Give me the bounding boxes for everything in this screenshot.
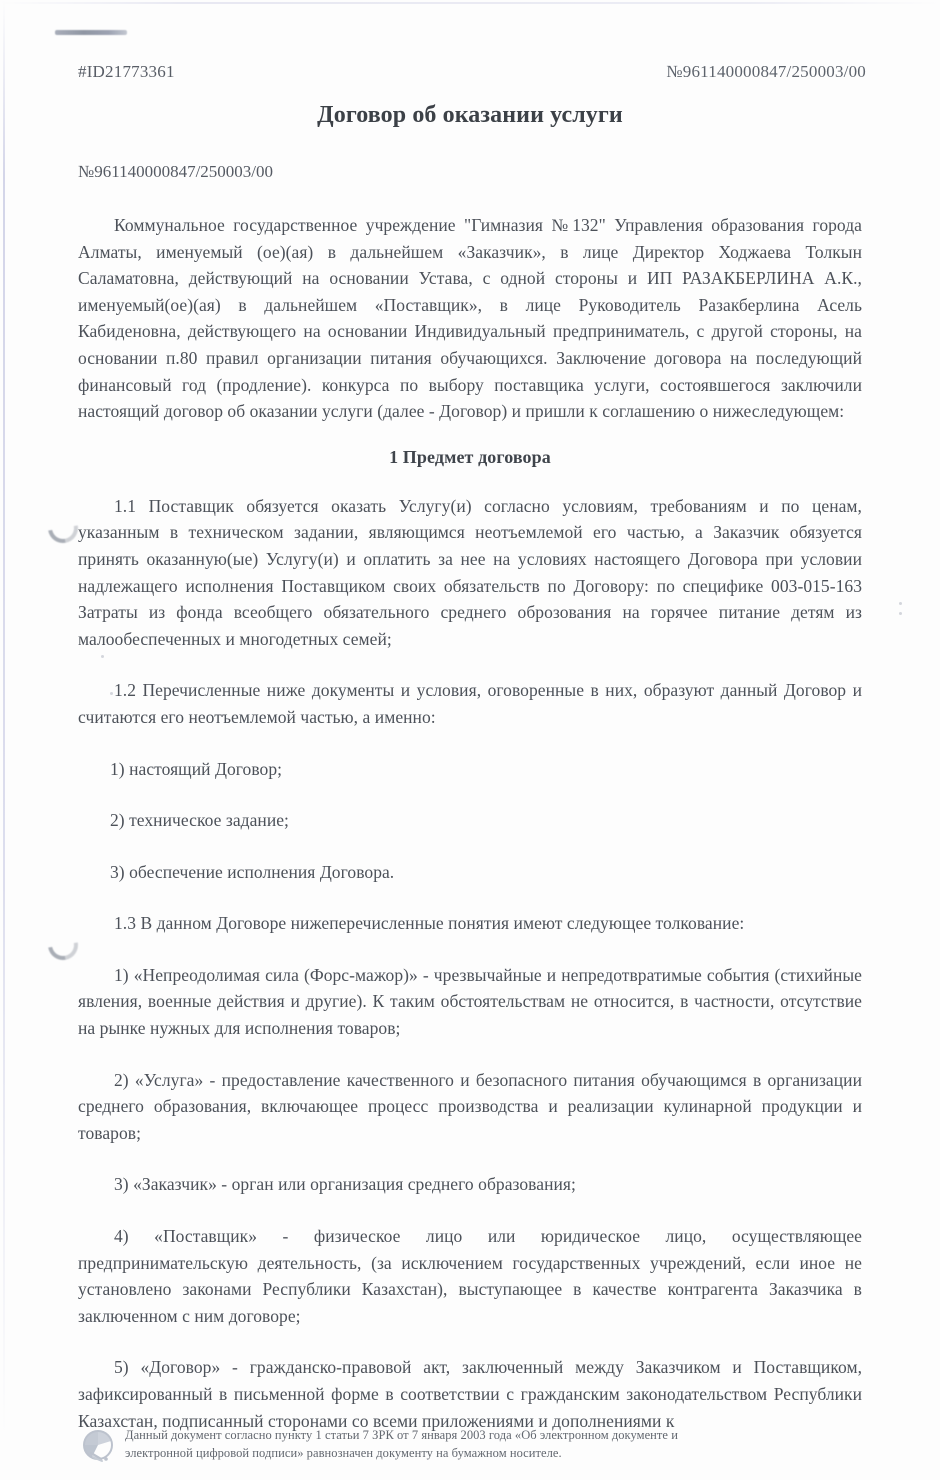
definition-item: 4) «Поставщик» - физическое лицо или юридическое лицо, осуществляющее предпринимательскую деятельность, (за исключением государственных учреждений, если иное не установлено законами Республики Казахстан), выступающее в качестве контрагента Заказчика в заключенном с ним договоре; bbox=[78, 1226, 862, 1326]
list-item: 3) обеспечение исполнения Договора. bbox=[110, 861, 395, 882]
footer-line-1: Данный документ согласно пункту 1 статьи 7 ЗРК от 7 января 2003 года «Об электронном документе и bbox=[125, 1428, 678, 1442]
digital-signature-seal-icon bbox=[78, 1426, 118, 1466]
clause-1-1: 1.1 Поставщик обязуется оказать Услугу(и) согласно условиям, требованиям и по ценам, указанным в техническом задании, являющимся неотъемлемой его частью, а Заказчик обязуется принять оказанную(ые) Услугу(и) и оплатить за нее на условиях настоящего Договора при условии надлежащего исполнения Поставщиком своих обязательств по Договору: по специфике 003-015-163 Затраты из фонда всеобщего обязательного среднего оброзования на горячее питание детям из малообеспеченных и многодетных семей; bbox=[78, 495, 862, 649]
scan-speck bbox=[899, 612, 902, 615]
document-id-label: #ID21773361 bbox=[78, 62, 175, 81]
contract-number: №961140000847/250003/00 bbox=[78, 162, 274, 181]
section-heading-1: 1 Предмет договора bbox=[389, 446, 551, 467]
page-title: Договор об оказании услуги bbox=[317, 102, 623, 128]
document-content bbox=[78, 0, 866, 1434]
list-item: 1) настоящий Договор; bbox=[110, 758, 283, 779]
document-header bbox=[78, 0, 866, 82]
definition-item: 5) «Договор» - гражданско-правовой акт, заключенный между Заказчиком и Поставщиком, зафиксированный в письменной форме в соответствии с гражданским законодательством Республики Казахстан, подписанный сторонами со всеми приложениями и дополнениями к bbox=[78, 1357, 862, 1431]
clause-1-3: 1.3 В данном Договоре нижеперечисленные понятия имеют следующее толкование: bbox=[114, 913, 745, 934]
scan-speck bbox=[899, 602, 902, 605]
definition-item: 2) «Услуга» - предоставление качественного и безопасного питания обучающимся в организации среднего образования, включающее процесс производства и реализации кулинарной продукции и товаров; bbox=[78, 1069, 862, 1143]
footer-line-2: электронной цифровой подписи» равнозначен документу на бумажном носителе. bbox=[125, 1446, 562, 1461]
definition-item: 1) «Непреодолимая сила (Форс-мажор)» - чрезвычайные и непредотвратимые события (стихийные явления, военные действия и другие). К таким обстоятельствам не относится, в частности, отсутствие на рынке нужных для исполнения товаров; bbox=[78, 964, 862, 1039]
clause-1-2: 1.2 Перечисленные ниже документы и условия, оговоренные в них, образуют данный Договор и считаются его неотъемлемой частью, а именно: bbox=[78, 680, 862, 727]
document-number-header: №961140000847/250003/00 bbox=[666, 62, 866, 81]
footer-disclaimer bbox=[78, 1424, 878, 1466]
footer-text bbox=[125, 1424, 678, 1462]
definition-item: 3) «Заказчик» - орган или организация среднего образования; bbox=[114, 1174, 576, 1195]
page-left-edge bbox=[3, 0, 5, 1480]
preamble-paragraph: Коммунальное государственное учреждение "Гимназия №132" Управления образования города Алматы, именуемый (ое)(ая) в дальнейшем «Заказчик», в лице Директор Ходжаева Толкын Саламатовна, действующий на основании Устава, с одной стороны и ИП РАЗАКБЕРЛИНА А.К., именуемый(ое)(ая) в дальнейшем «Поставщик», в лице Руководитель Разакберлина Асель Кабиденовна, действующего на основании Индивидуальный предприниматель, с другой стороны, на основании п.80 правил организации питания обучающихся. Заключение договора на последующий финансовый год (продление). конкурса по выбору поставщика услуги, состоявшегося заключили настоящий договор об оказании услуги (далее - Договор) и пришли к соглашению о нижеследующем: bbox=[78, 215, 862, 422]
list-item: 2) техническое задание; bbox=[110, 810, 289, 831]
